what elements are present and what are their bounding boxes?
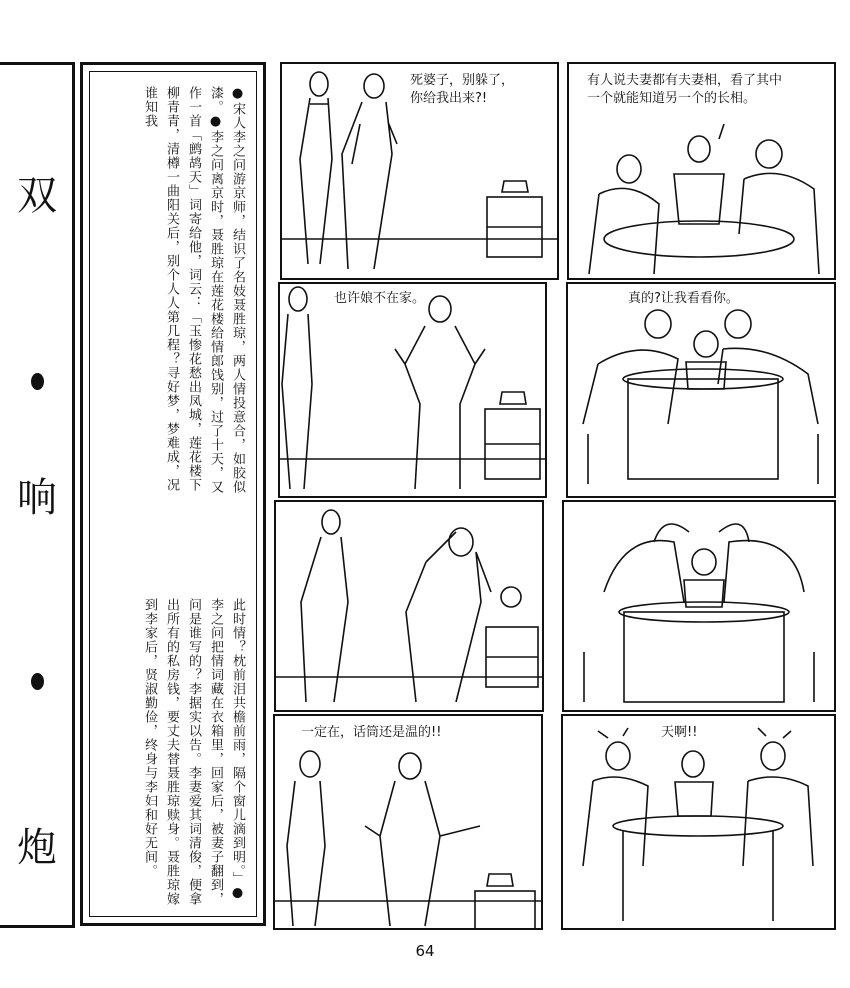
comic-panel-5 xyxy=(274,500,544,712)
speech-bubble: 也许娘不在家。 xyxy=(334,291,426,306)
speech-bubble: 死婆子，别躲了， 你给我出来?! xyxy=(410,73,515,106)
panel-5-drawing xyxy=(276,502,542,710)
title-char-1: 双 xyxy=(17,173,57,219)
comic-panel-2 xyxy=(567,62,836,280)
speech-bubble: 有人说夫妻都有夫妻相，看了其中 一个就能知道另一个的长相。 xyxy=(587,73,783,106)
comic-panel-1 xyxy=(280,62,559,280)
comic-panel-3 xyxy=(278,282,547,498)
story-paragraph-2: 此时情？枕前泪共檐前雨，隔个窗儿滴到明。」●李之问把情词藏在衣箱里，回家后，被妻子翻到，问是谁写的？李据实以告。李妻爱其词清俊，便拿出所有的私房钱，要丈夫替聂胜琼赎身。聂胜琼嫁到李家后，贤淑勤俭，终身与李妇和好无间。 xyxy=(142,598,245,906)
comic-panel-6 xyxy=(562,500,836,712)
panel-7-drawing xyxy=(275,716,541,928)
panel-4-drawing xyxy=(568,284,834,496)
speech-bubble: 天啊!! xyxy=(661,725,698,740)
title-separator-dot xyxy=(31,373,44,390)
title-separator-dot xyxy=(31,673,44,690)
panel-6-drawing xyxy=(564,502,834,710)
story-text-box xyxy=(80,62,266,926)
panel-3-drawing xyxy=(280,284,545,496)
speech-bubble: 一定在，话筒还是温的!! xyxy=(301,725,442,740)
speech-bubble: 真的?让我看看你。 xyxy=(628,291,739,306)
title-strip xyxy=(0,62,75,928)
comic-panel-4 xyxy=(566,282,836,498)
story-paragraph-1: ●宋人李之问游京师，结识了名妓聂胜琼，两人情投意合，如胶似漆。●李之问离京时，聂胜琼在莲花楼给情郎饯别，过了十天，又作一首「鹧鸪天」词寄给他，词云：「玉惨花愁出凤城，莲花楼下柳青青，清樽一曲阳关后，别个人人第几程？寻好梦，梦难成，况谁知我 xyxy=(142,86,245,494)
title-char-3: 炮 xyxy=(17,825,57,871)
comic-panel-7 xyxy=(273,714,543,930)
title-char-2: 响 xyxy=(17,475,57,521)
page-number: 64 xyxy=(415,942,435,960)
panel-8-drawing xyxy=(563,716,834,928)
story-text-inner-frame xyxy=(89,71,257,917)
comic-panel-8 xyxy=(561,714,836,930)
